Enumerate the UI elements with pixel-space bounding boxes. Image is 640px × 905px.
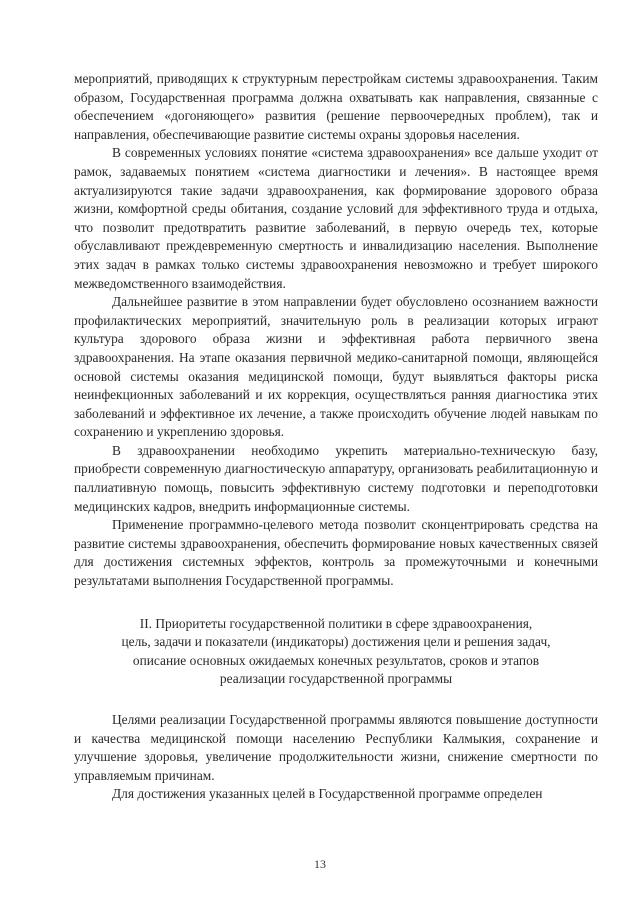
paragraph-goals: Целями реализации Государственной программы являются повышение доступности и качества медицинской помощи населению Республики Калмыкия, сохранение и улучшение здоровья, увеличение продолжительности жизни, снижение смертности по управляемым причинам. <box>74 712 598 783</box>
section-heading-line: реализации государственной программы <box>219 671 453 687</box>
section-heading <box>74 615 598 689</box>
paragraph-further-development: Дальнейшее развитие в этом направлении будет обусловлено осознанием важности профилактических мероприятий, значительную роль в реализации которых играют культура здорового образа жизни и эффективная работа первичного звена здравоохранения. На этапе оказания первичной медико-санитарной помощи, являющейся основой системы оказания медицинской помощи, будут выявляться факторы риска неинфекционных заболеваний и их коррекция, осуществляться ранняя диагностика этих заболеваний и эффективное их лечение, а также происходить обучение людей навыкам по сохранению и укреплению здоровья. <box>74 294 598 440</box>
paragraph-continuation: мероприятий, приводящих к структурным перестройкам системы здравоохранения. Таким образом, Государственная программа должна охватывать как направления, связанные с обеспечением «догоняющего» развития (решение первоочередных проблем), так и направления, обеспечивающие развитие системы охраны здоровья населения. <box>74 71 598 142</box>
paragraph-program-target-method: Применение программно-целевого метода позволит сконцентрировать средства на развитие системы здравоохранения, обеспечить формирование новых качественных связей для достижения системных эффектов, контроль за промежуточными и конечными результатами выполнения Государственной программы. <box>74 517 598 589</box>
section-heading-line: II. Приоритеты государственной политики в сфере здравоохранения, <box>139 615 533 631</box>
page-number: 13 <box>314 857 326 871</box>
paragraph-to-achieve: Для достижения указанных целей в Государственной программе определен <box>112 786 543 802</box>
paragraph-modern-conditions: В современных условиях понятие «система здравоохранения» все дальше уходит от рамок, задаваемых понятием «система диагностики и лечения». В настоящее время актуализируются такие задачи здравоохранения, как формирование здорового образа жизни, комфортной среды обитания, создание условий для эффективного труда и отдыха, что позволит предотвратить развитие заболеваний, в первую очередь тех, которые обуславливают преждевременную смертность и инвалидизацию населения. Выполнение этих задач в рамках только системы здравоохранения невозможно и требует широкого межведомственного взаимодействия. <box>74 145 598 291</box>
section-heading-line: цель, задачи и показатели (индикаторы) достижения цели и решения задач, <box>121 634 551 650</box>
document-page <box>74 70 598 804</box>
section-heading-line: описание основных ожидаемых конечных результатов, сроков и этапов <box>132 652 540 668</box>
paragraph-material-base: В здравоохранении необходимо укрепить материально-техническую базу, приобрести современную диагностическую аппаратуру, организовать реабилитационную и паллиативную помощь, повысить эффективную систему подготовки и переподготовки медицинских кадров, внедрить информационные системы. <box>74 442 598 514</box>
